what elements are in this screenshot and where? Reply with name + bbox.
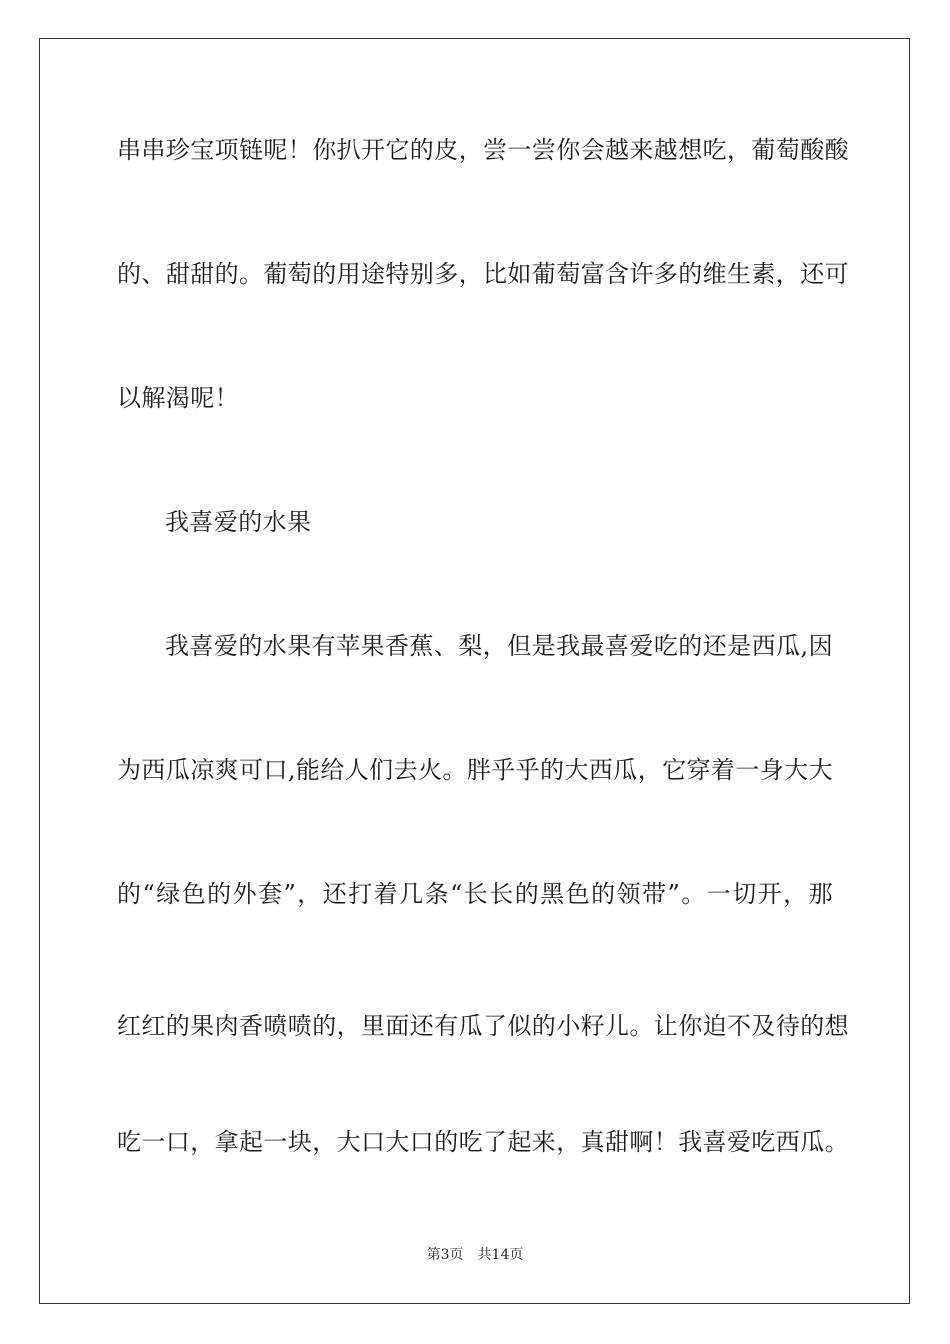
paragraph-line: 以解渴呢！ [117,384,239,412]
paragraph-line: 的、甜甜的。葡萄的用途特别多，比如葡萄富含许多的维生素，还可 [117,260,849,288]
paragraph-line: 红红的果肉香喷喷的，里面还有瓜了似的小籽儿。让你迫不及待的想 [117,1012,849,1040]
paragraph-line: 的“绿色的外套”，还打着几条“长长的黑色的领带”。一切开，那 [117,880,833,908]
page-footer [0,1246,950,1264]
paragraph-line: 为西瓜凉爽可口,能给人们去火。胖乎乎的大西瓜，它穿着一身大大 [117,756,833,784]
paragraph-line: 串串珍宝项链呢！你扒开它的皮，尝一尝你会越来越想吃，葡萄酸酸 [117,136,849,164]
page-number: 第3页 [426,1247,464,1263]
paragraph-line: 吃一口，拿起一块，大口大口的吃了起来，真甜啊！我喜爱吃西瓜。 [117,1128,849,1156]
page-total: 共14页 [477,1247,524,1263]
section-heading: 我喜爱的水果 [165,508,312,536]
page-border [39,38,910,1304]
paragraph-line: 我喜爱的水果有苹果香蕉、梨，但是我最喜爱吃的还是西瓜,因 [165,632,833,660]
